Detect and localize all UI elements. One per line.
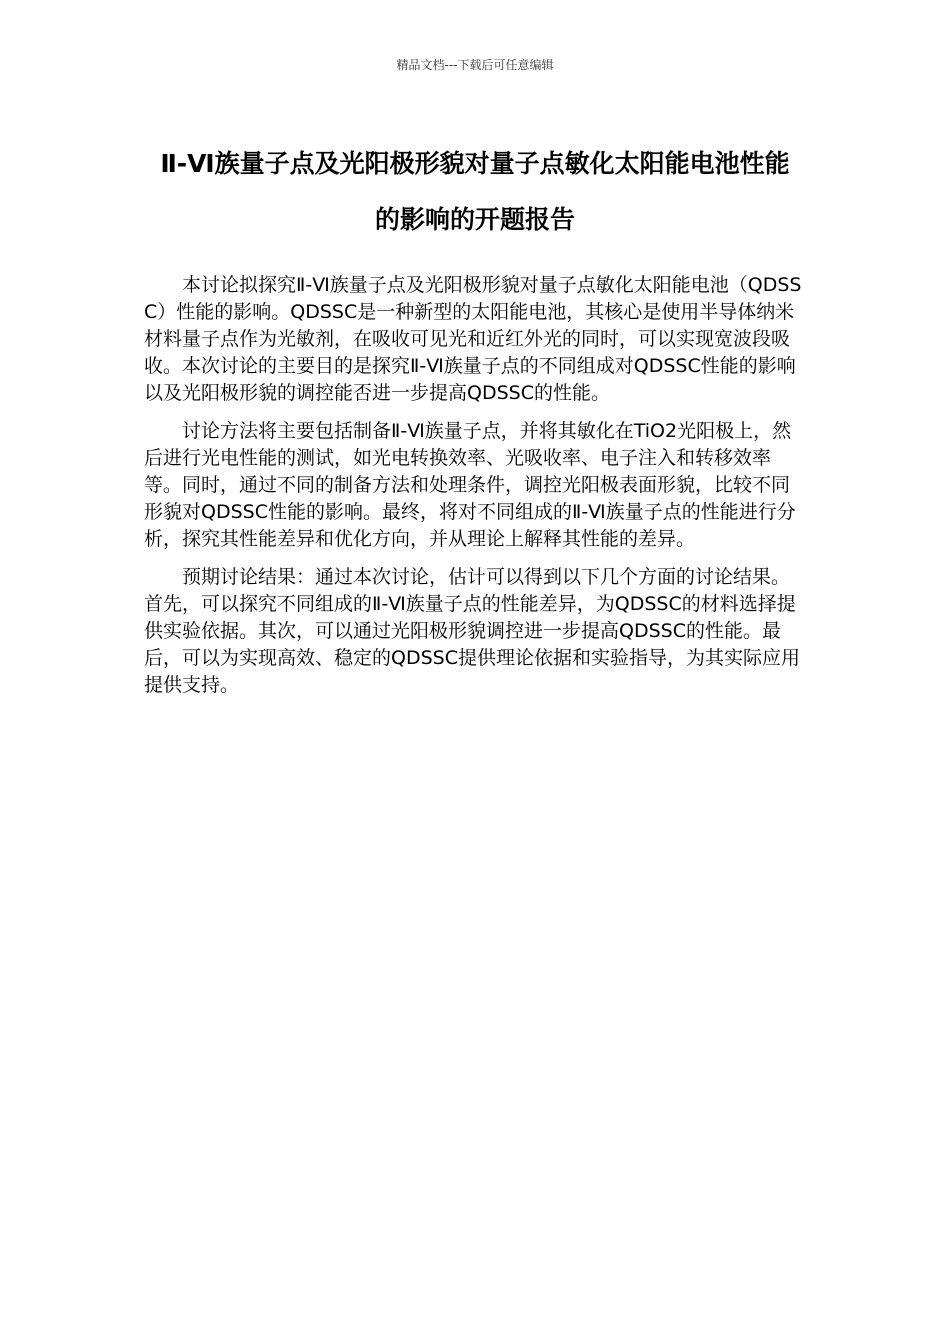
body-paragraph-1: 本讨论拟探究Ⅱ-Ⅵ族量子点及光阳极形貌对量子点敏化太阳能电池（QDSSC）性能的影响。QDSSC是一种新型的太阳能电池，其核心是使用半导体纳米材料量子点作为光敏剂，在吸收可见光和近红外光的同时，可以实现宽波段吸收。本次讨论的主要目的是探究Ⅱ-Ⅵ族量子点的不同组成对QDSSC性能的影响以及光阳极形貌的调控能否进一步提高QDSSC的性能。 [144, 274, 802, 404]
document-title: Ⅱ-Ⅵ族量子点及光阳极形貌对量子点敏化太阳能电池性能的影响的开题报告 [160, 149, 790, 234]
body-paragraph-2: 讨论方法将主要包括制备Ⅱ-Ⅵ族量子点，并将其敏化在TiO2光阳极上，然后进行光电性能的测试，如光电转换效率、光吸收率、电子注入和转移效率等。同时，通过不同的制备方法和处理条件，调控光阳极表面形貌，比较不同形貌对QDSSC性能的影响。最终，将对不同组成的Ⅱ-Ⅵ族量子点的性能进行分析，探究其性能差异和优化方向，并从理论上解释其性能的差异。 [144, 420, 796, 550]
body-paragraph-3: 预期讨论结果：通过本次讨论，估计可以得到以下几个方面的讨论结果。首先，可以探究不同组成的Ⅱ-Ⅵ族量子点的性能差异，为QDSSC的材料选择提供实验依据。其次，可以通过光阳极形貌调控进一步提高QDSSC的性能。最后，可以为实现高效、稳定的QDSSC提供理论依据和实验指导，为其实际应用提供支持。 [144, 566, 800, 696]
document-body [144, 272, 808, 710]
header-note: 精品文档---下载后可任意编辑 [396, 58, 554, 72]
